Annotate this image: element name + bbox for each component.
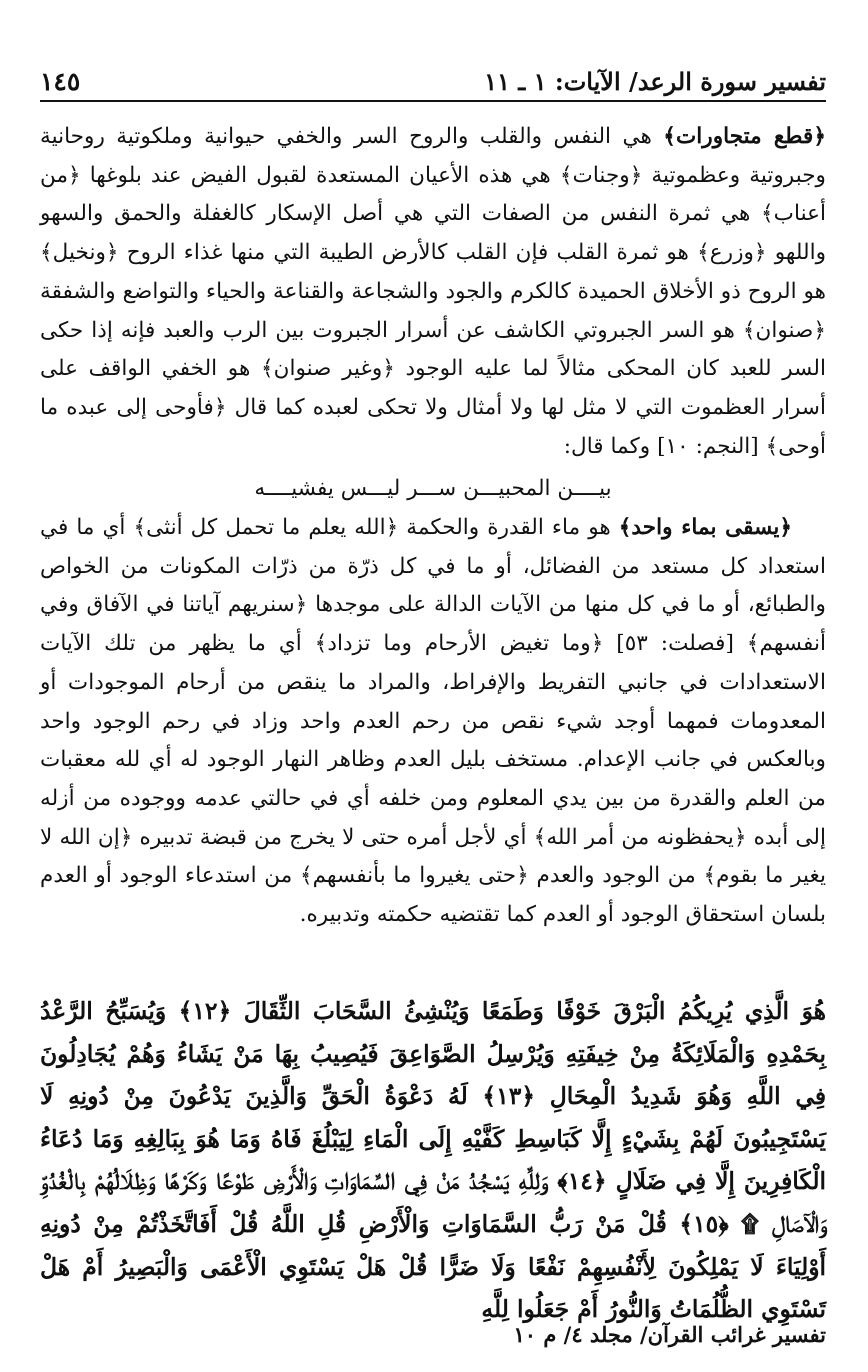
paragraph-2 bbox=[40, 509, 826, 935]
paragraph-1 bbox=[40, 118, 826, 466]
paragraph-2-text: هو ماء القدرة والحكمة ﴿الله يعلم ما تحمل كل أنثى﴾ أي ما في استعداد كل مستعد من الفضائل، أو ما في كل ذرّة من ذرّات المكونات من الخواص والطبائع، أو ما في كل منها من الآيات الدالة على موجدها ﴿سنريهم آياتنا في الآفاق وفي أنفسهم﴾ [فصلت: ٥٣] ﴿وما تغيض الأرحام وما تزداد﴾ أي ما يظهر من تلك الآيات الاستعدادات في جانبي التفريط والإفراط، والمراد ما ينقص من أرحام الموجودات أو المعدومات فمهما أوجد شيء نقص من رحم العدم واحد وزاد في رحم الوجود واحد وبالعكس في جانب الإعدام. مستخف بليل العدم وظاهر النهار الوجود له أي لله معقبات من العلم والقدرة من بين يدي المعلوم ومن خلفه أي في حالتي عدمه ووجوده من أزله إلى أبده ﴿يحفظونه من أمر الله﴾ أي لأجل أمره حتى لا يخرج من قبضة تدبيره ﴿إن الله لا يغير ما بقوم﴾ من الوجود والعدم ﴿حتى يغيروا ما بأنفسهم﴾ من استدعاء الوجود أو العدم بلسان استحقاق الوجود أو العدم كما تقتضيه حكمته وتدبيره. bbox=[40, 515, 826, 928]
paragraph-1-intro: ﴿قطع متجاورات﴾ bbox=[663, 124, 826, 149]
header-title: تفسير سورة الرعد/ الآيات: ١ ـ ١١ bbox=[484, 67, 826, 96]
poetry-verse: بيــــن المحبيـــن ســـر ليـــس يفشيــــه bbox=[254, 476, 612, 502]
paragraph-1-text: هي النفس والقلب والروح السر والخفي حيوانية وملكوتية روحانية وجبروتية وعظموتية ﴿وجنات﴾ هي هذه الأعيان المستعدة لقبول الفيض عند بلوغها ﴿من أعناب﴾ هي ثمرة النفس من الصفات التي هي أصل الإسكار كالغفلة والحمق والسهو واللهو ﴿وزرع﴾ هو ثمرة القلب فإن القلب كالأرض الطيبة التي منها غذاء الروح ﴿ونخيل﴾ هو الروح ذو الأخلاق الحميدة كالكرم والجود والشجاعة والقناعة والحياء والتواضع والشفقة ﴿صنوان﴾ هو السر الجبروتي الكاشف عن أسرار الجبروت بين الرب والعبد فإنه إذا حكى السر للعبد كان المحكى مثالاً لما عليه الوجود ﴿وغير صنوان﴾ هو الخفي الواقف على أسرار العظموت التي لا مثل لها ولا أمثال ولا تحكى لعبده كما قال ﴿فأوحى إلى عبده ما أوحى﴾ [النجم: ١٠] وكما قال: bbox=[40, 124, 826, 459]
paragraph-2-intro: ﴿يسقى بماء واحد﴾ bbox=[618, 515, 792, 541]
commentary-body bbox=[40, 118, 826, 935]
quran-verses: هُوَ الَّذِي يُرِيكُمُ الْبَرْقَ خَوْفًا وَطَمَعًا وَيُنْشِئُ السَّحَابَ الثِّقَالَ ﴿١٢﴾ وَيُسَبِّحُ الرَّعْدُ بِحَمْدِهِ وَالْمَلَائِكَةُ مِنْ خِيفَتِهِ وَيُرْسِلُ الصَّوَاعِقَ فَيُصِيبُ بِهَا مَنْ يَشَاءُ وَهُمْ يُجَادِلُونَ فِي اللَّهِ وَهُوَ شَدِيدُ الْمِحَالِ ﴿١٣﴾ لَهُ دَعْوَةُ الْحَقِّ وَالَّذِينَ يَدْعُونَ مِنْ دُونِهِ لَا يَسْتَجِيبُونَ لَهُمْ بِشَيْءٍ إِلَّا كَبَاسِطِ كَفَّيْهِ إِلَى الْمَاءِ لِيَبْلُغَ فَاهُ وَمَا هُوَ بِبَالِغِهِ وَمَا دُعَاءُ الْكَافِرِينَ إِلَّا فِي ضَلَالٍ ﴿١٤﴾ وَلِلَّهِ يَسْجُدُ مَنْ فِي السَّمَاوَاتِ وَالْأَرْضِ طَوْعًا وَكَرْهًا وَظِلَالُهُمْ بِالْغُدُوِّ وَالْآصَالِ ۩ ﴿١٥﴾ قُلْ مَنْ رَبُّ السَّمَاوَاتِ وَالْأَرْضِ قُلِ اللَّهُ قُلْ أَفَاتَّخَذْتُمْ مِنْ دُونِهِ أَوْلِيَاءَ لَا يَمْلِكُونَ لِأَنْفُسِهِمْ نَفْعًا وَلَا ضَرًّا قُلْ هَلْ يَسْتَوِي الْأَعْمَى وَالْبَصِيرُ أَمْ هَلْ تَسْتَوِي الظُّلُمَاتُ وَالنُّورُ أَمْ جَعَلُوا لِلَّهِ bbox=[40, 997, 827, 1324]
running-header bbox=[40, 62, 826, 102]
page-number: ١٤٥ bbox=[40, 67, 81, 96]
footer-signature: تفسير غرائب القرآن/ مجلد ٤/ م ١٠ bbox=[513, 1322, 826, 1347]
